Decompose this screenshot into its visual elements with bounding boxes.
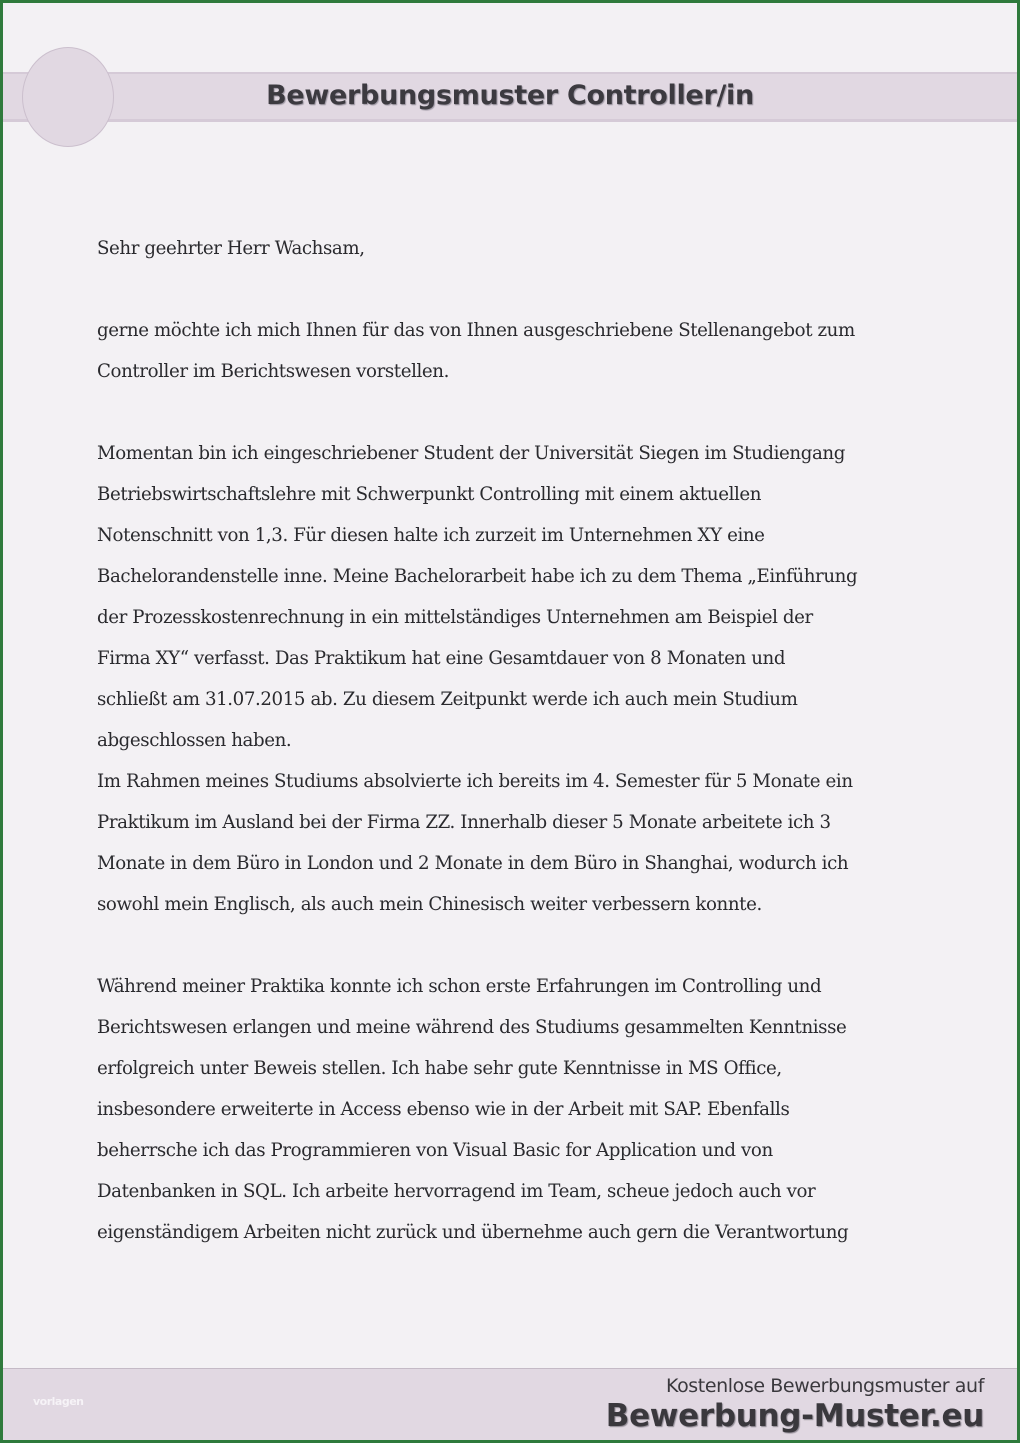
paragraph-intro <box>97 310 927 392</box>
text-line: Betriebswirtschaftslehre mit Schwerpunkt Controlling mit einem aktuellen <box>97 484 762 505</box>
paragraph-skills <box>97 966 927 1253</box>
text-line: gerne möchte ich mich Ihnen für das von Ihnen ausgeschriebene Stellenangebot zum <box>97 320 855 341</box>
footer-tagline: Kostenlose Bewerbungsmuster auf <box>665 1375 984 1397</box>
text-line: Im Rahmen meines Studiums absolvierte ich bereits im 4. Semester für 5 Monate ein <box>97 771 853 792</box>
text-line: Berichtswesen erlangen und meine während des Studiums gesammelten Kenntnisse <box>97 1017 847 1038</box>
text-line: beherrsche ich das Programmieren von Visual Basic for Application und von <box>97 1140 773 1161</box>
text-line: Notenschnitt von 1,3. Für diesen halte ich zurzeit im Unternehmen XY eine <box>97 525 765 546</box>
text-line: Monate in dem Büro in London und 2 Monate in dem Büro in Shanghai, wodurch ich <box>97 853 849 874</box>
text-line: eigenständigem Arbeiten nicht zurück und übernehme auch gern die Verantwortung <box>97 1222 849 1243</box>
text-line: Datenbanken in SQL. Ich arbeite hervorragend im Team, scheue jedoch auch vor <box>97 1181 816 1202</box>
text-line: Praktikum im Ausland bei der Firma ZZ. Innerhalb dieser 5 Monate arbeitete ich 3 <box>97 812 831 833</box>
text-line: sowohl mein Englisch, als auch mein Chinesisch weiter verbessern konnte. <box>97 894 762 915</box>
paragraph-education <box>97 433 927 761</box>
text-line: abgeschlossen haben. <box>97 730 292 751</box>
text-line: der Prozesskostenrechnung in ein mittelständiges Unternehmen am Beispiel der <box>97 607 813 628</box>
text-line: Momentan bin ich eingeschriebener Student der Universität Siegen im Studiengang <box>97 443 845 464</box>
salutation: Sehr geehrter Herr Wachsam, <box>97 238 365 259</box>
text-line: schließt am 31.07.2015 ab. Zu diesem Zeitpunkt werde ich auch mein Studium <box>97 689 798 710</box>
text-line: Controller im Berichtswesen vorstellen. <box>97 361 449 382</box>
text-line: Firma XY“ verfasst. Das Praktikum hat eine Gesamtdauer von 8 Monaten und <box>97 648 786 669</box>
page-title: Bewerbungsmuster Controller/in <box>266 80 754 111</box>
paragraph-internship <box>97 761 927 925</box>
text-line: erfolgreich unter Beweis stellen. Ich habe sehr gute Kenntnisse in MS Office, <box>97 1058 782 1079</box>
letter-body <box>97 228 927 1253</box>
text-line: insbesondere erweiterte in Access ebenso wie in der Arbeit mit SAP. Ebenfalls <box>97 1099 790 1120</box>
footer-watermark: vorlagen <box>33 1395 84 1408</box>
footer-brand-link[interactable]: Bewerbung-Muster.eu <box>605 1398 984 1434</box>
text-line: Während meiner Praktika konnte ich schon erste Erfahrungen im Controlling und <box>97 976 822 997</box>
text-line: Bachelorandenstelle inne. Meine Bachelorarbeit habe ich zu dem Thema „Einführung <box>97 566 858 587</box>
